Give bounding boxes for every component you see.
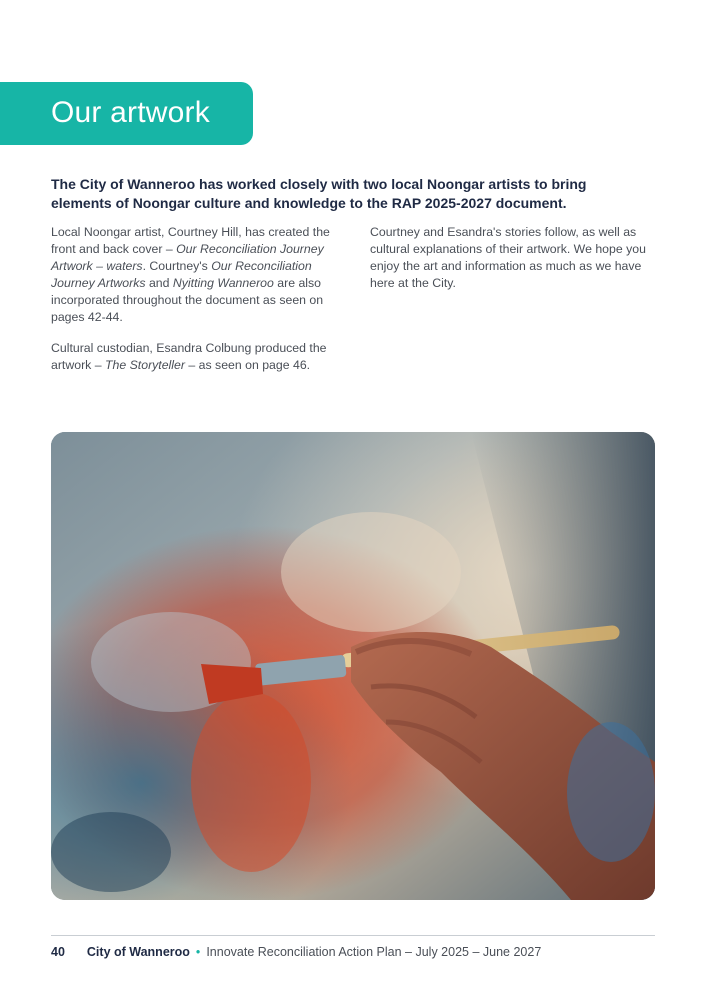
left-column bbox=[51, 224, 341, 388]
left-paragraph-2 bbox=[51, 340, 341, 374]
organization-name: City of Wanneroo bbox=[86, 945, 190, 959]
artwork-title-waters: Our Reconciliation Journey Artwork – waters bbox=[51, 242, 324, 273]
intro-paragraph bbox=[51, 175, 651, 213]
text-run: are also incorporated throughout the document as seen on pages 42-44. bbox=[51, 276, 324, 324]
document-title: Innovate Reconciliation Action Plan – July 2025 – June 2027 bbox=[206, 945, 542, 959]
footer-separator: • bbox=[195, 945, 201, 959]
footer-divider bbox=[51, 935, 655, 936]
right-paragraph-1: Courtney and Esandra's stories follow, as well as cultural explanations of their artwork. We hope you enjoy the art and information as much as we have here at the City. bbox=[370, 225, 646, 290]
painting-photo bbox=[51, 432, 655, 900]
intro-text: The City of Wanneroo has worked closely with two local Noongar artists to bring elements of Noongar culture and knowledge to the RAP 2025-2027 document. bbox=[51, 176, 587, 211]
page-footer bbox=[51, 944, 541, 960]
text-run: Cultural custodian, Esandra Colbung produced the artwork – bbox=[51, 341, 327, 372]
left-paragraph-1 bbox=[51, 224, 341, 326]
text-run: – as seen on page 46. bbox=[184, 358, 311, 372]
artwork-title-storyteller: The Storyteller bbox=[105, 358, 185, 372]
artwork-title-journey: Our Reconciliation Journey Artworks bbox=[51, 259, 312, 290]
text-run: . Courtney's bbox=[142, 259, 212, 273]
page-title: Our artwork bbox=[51, 96, 210, 129]
page-number: 40 bbox=[51, 945, 65, 959]
right-column bbox=[370, 224, 655, 306]
artwork-title-nyitting: Nyitting Wanneroo bbox=[172, 276, 274, 290]
text-run: and bbox=[145, 276, 173, 290]
text-run: Local Noongar artist, Courtney Hill, has created the front and back cover – bbox=[51, 225, 330, 256]
paintbrush-on-canvas-image bbox=[51, 432, 655, 900]
